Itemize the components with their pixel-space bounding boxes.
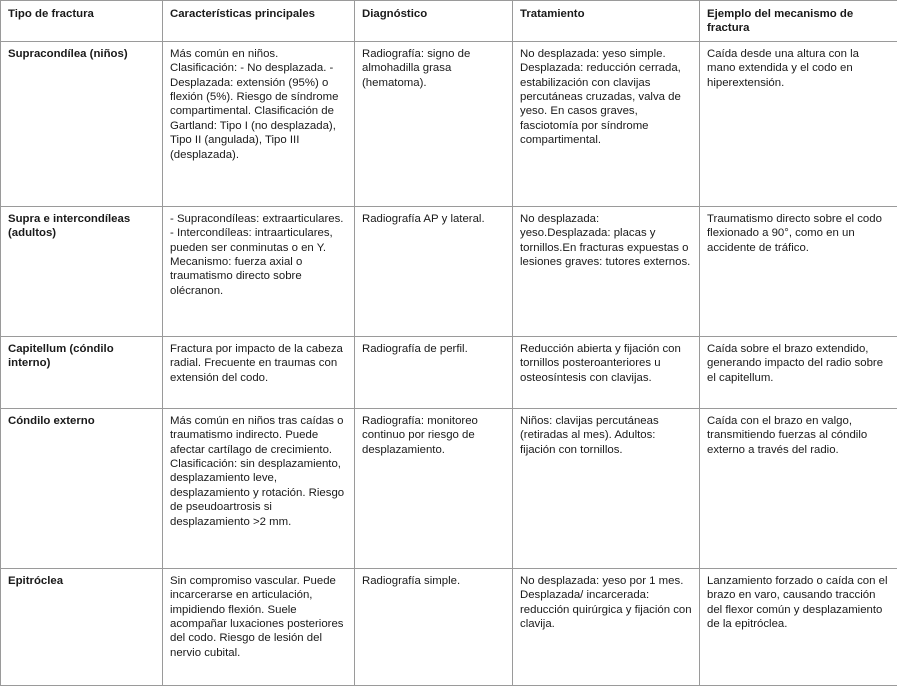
- cell-fracture-type: Cóndilo externo: [1, 408, 163, 568]
- cell-fracture-type: Capitellum (cóndilo interno): [1, 336, 163, 408]
- cell-diagnosis: Radiografía AP y lateral.: [355, 206, 513, 336]
- table-row: [1, 568, 897, 685]
- cell-main-features: - Supracondíleas: extraarticulares. - Intercondíleas: intraarticulares, pueden ser conminutas o en Y. Mecanismo: fuerza axial o traumatismo directo sobre olécranon.: [163, 206, 355, 336]
- header-diagnosis: Diagnóstico: [355, 1, 513, 42]
- cell-treatment: No desplazada: yeso por 1 mes. Desplazada/ incarcerada: reducción quirúrgica y fijación con clavija.: [513, 568, 700, 685]
- cell-fracture-type: Supra e intercondíleas (adultos): [1, 206, 163, 336]
- cell-mechanism-example: Caída sobre el brazo extendido, generando impacto del radio sobre el capitellum.: [700, 336, 897, 408]
- header-mechanism-example: Ejemplo del mecanismo de fractura: [700, 1, 897, 42]
- table-header-row: [1, 1, 897, 42]
- cell-mechanism-example: Lanzamiento forzado o caída con el brazo en varo, causando tracción del flexor común y desplazamiento de la epitróclea.: [700, 568, 897, 685]
- cell-diagnosis: Radiografía de perfil.: [355, 336, 513, 408]
- header-treatment: Tratamiento: [513, 1, 700, 42]
- table-row: [1, 336, 897, 408]
- header-main-features: Características principales: [163, 1, 355, 42]
- cell-treatment: No desplazada: yeso simple. Desplazada: reducción cerrada, estabilización con clavijas percutáneas cruzadas, valva de yeso. En casos graves, fasciotomía por síndrome compartimental.: [513, 41, 700, 206]
- cell-main-features: Más común en niños. Clasificación: - No desplazada. - Desplazada: extensión (95%) o flexión (5%). Riesgo de síndrome compartimental. Clasificación de Gartland: Tipo I (no desplazada), Tipo II (angulada), Tipo III (desplazada).: [163, 41, 355, 206]
- cell-treatment: Niños: clavijas percutáneas (retiradas al mes). Adultos: fijación con tornillos.: [513, 408, 700, 568]
- cell-diagnosis: Radiografía simple.: [355, 568, 513, 685]
- cell-main-features: Sin compromiso vascular. Puede incarcerarse en articulación, impidiendo flexión. Suele acompañar luxaciones posteriores del codo. Riesgo de lesión del nervio cubital.: [163, 568, 355, 685]
- cell-fracture-type: Supracondílea (niños): [1, 41, 163, 206]
- cell-main-features: Más común en niños tras caídas o traumatismo indirecto. Puede afectar cartílago de crecimiento. Clasificación: sin desplazamiento, desplazamiento leve, desplazamiento y rotación. Riesgo de pseudoartrosis si desplazamiento >2 mm.: [163, 408, 355, 568]
- header-fracture-type: Tipo de fractura: [1, 1, 163, 42]
- cell-mechanism-example: Caída con el brazo en valgo, transmitiendo fuerzas al cóndilo externo a través del radio.: [700, 408, 897, 568]
- cell-fracture-type: Epitróclea: [1, 568, 163, 685]
- cell-treatment: Reducción abierta y fijación con tornillos posteroanteriores u osteosíntesis con clavijas.: [513, 336, 700, 408]
- table-row: [1, 408, 897, 568]
- table-row: [1, 206, 897, 336]
- cell-treatment: No desplazada: yeso.Desplazada: placas y tornillos.En fracturas expuestas o lesiones graves: tutores externos.: [513, 206, 700, 336]
- table-row: [1, 41, 897, 206]
- cell-mechanism-example: Traumatismo directo sobre el codo flexionado a 90°, como en un accidente de tráfico.: [700, 206, 897, 336]
- cell-main-features: Fractura por impacto de la cabeza radial. Frecuente en traumas con extensión del codo.: [163, 336, 355, 408]
- cell-mechanism-example: Caída desde una altura con la mano extendida y el codo en hiperextensión.: [700, 41, 897, 206]
- cell-diagnosis: Radiografía: monitoreo continuo por riesgo de desplazamiento.: [355, 408, 513, 568]
- cell-diagnosis: Radiografía: signo de almohadilla grasa (hematoma).: [355, 41, 513, 206]
